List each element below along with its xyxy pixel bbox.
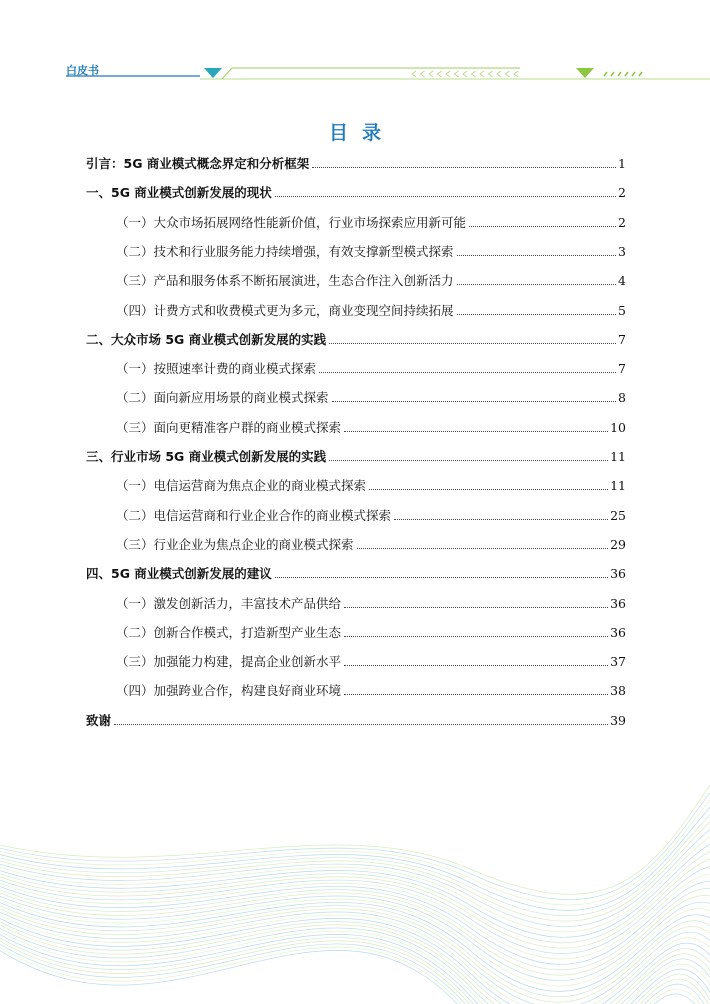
toc-entry-title: （四）加强跨业合作，构建良好商业环境 [116,683,342,699]
toc-page-number: 7 [618,331,626,347]
toc-page-number: 36 [610,624,626,640]
toc-entry-title: 引言：5G 商业模式概念界定和分析框架 [86,156,310,171]
toc-page-number: 11 [610,449,626,464]
toc-entry-title: （二）创新合作模式，打造新型产业生态 [116,624,342,640]
toc-page-number: 39 [610,712,626,728]
toc-page-number: 36 [610,595,626,611]
toc-entry-title: 一、5G 商业模式创新发展的现状 [86,185,272,201]
toc-entry-title: （二）面向新应用场景的商业模式探索 [116,390,329,406]
toc-entry-title: （二）技术和行业服务能力持续增强，有效支撑新型模式探索 [116,243,454,259]
toc-page-number: 7 [618,361,626,377]
toc-page-number: 2 [618,214,626,230]
toc-page-number: 38 [610,683,626,699]
toc-page-number: 36 [610,566,626,582]
toc-entry-title: （四）计费方式和收费模式更为多元，商业变现空间持续拓展 [116,302,454,318]
toc-entry-title: 二、大众市场 5G 商业模式创新发展的实践 [86,331,327,347]
header-label: 白皮书 [66,64,99,77]
toc-page-number: 5 [618,302,626,318]
toc-page-number: 37 [610,654,626,670]
toc-entry-title: （三）产品和服务体系不断拓展演进，生态合作注入创新活力 [116,273,454,289]
toc-page-number: 1 [618,156,626,171]
toc-page-number: 29 [610,536,626,552]
toc-page-number: 11 [610,478,626,494]
toc-entry-title: （一）按照速率计费的商业模式探索 [116,361,317,377]
toc-entry-title: （一）激发创新活力，丰富技术产品供给 [116,595,342,611]
toc-page-number: 25 [610,507,626,523]
toc-page-number: 3 [618,243,626,259]
toc-entry-title: （一）大众市场拓展网络性能新价值，行业市场探索应用新可能 [116,214,467,230]
toc-title: 目录 [328,122,395,144]
toc-page-number: 10 [610,419,626,435]
toc-entry-title: （二）电信运营商和行业企业合作的商业模式探索 [116,507,392,523]
toc-entry-title: 致谢 [86,712,112,728]
toc-entry-title: 三、行业市场 5G 商业模式创新发展的实践 [86,449,327,464]
toc-page-number: 2 [618,185,626,201]
toc-page-number: 4 [618,273,626,289]
toc-entry-title: （三）加强能力构建，提高企业创新水平 [116,654,342,670]
toc-entry-title: （三）行业企业为焦点企业的商业模式探索 [116,536,354,552]
toc-entry-title: 四、5G 商业模式创新发展的建议 [86,566,272,582]
toc-entry-title: （一）电信运营商为焦点企业的商业模式探索 [116,478,367,494]
toc-page-number: 8 [618,390,626,406]
toc-entry-title: （三）面向更精准客户群的商业模式探索 [116,419,342,435]
